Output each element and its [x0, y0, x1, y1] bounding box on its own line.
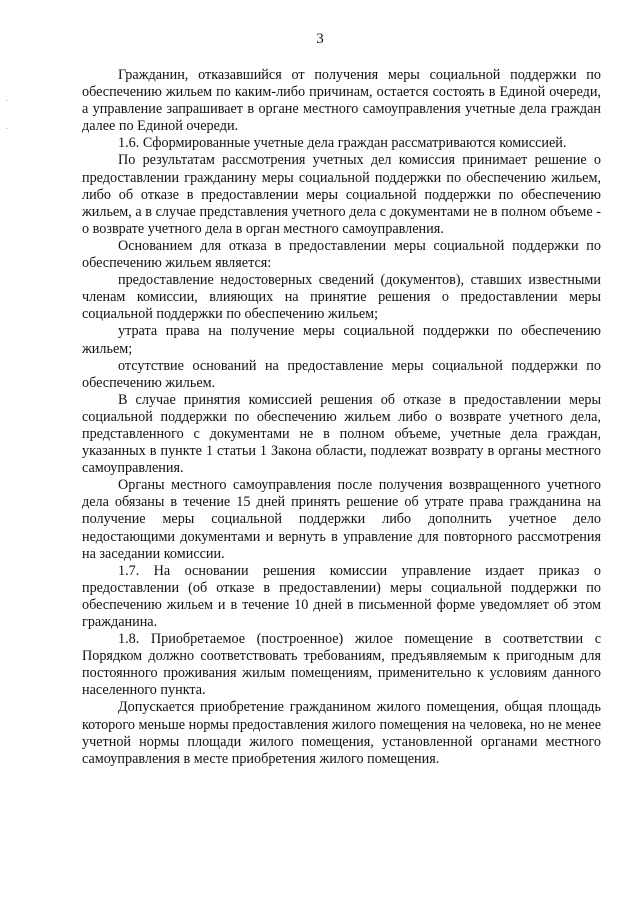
document-body [82, 67, 601, 768]
paragraph-ground-loss-of-right: утрата права на получение меры социальной поддержки по обеспечению жильем; [82, 323, 601, 357]
paragraph-1-7: 1.7. На основании решения комиссии управление издает приказ о предоставлении (об отказе в предоставлении) меры социальной поддержки по обеспечению жильем и в течение 10 дней в письменной форме уведомляет об этом гражданина. [82, 562, 601, 630]
margin-mark [6, 100, 8, 101]
paragraph-ground-false-information: предоставление недостоверных сведений (документов), ставших известными членам комиссии, влияющих на принятие решения о предоставлении меры социальной поддержки по обеспечению жильем; [82, 272, 601, 323]
margin-mark [6, 128, 8, 129]
paragraph-refusal-remains-in-queue: Гражданин, отказавшийся от получения меры социальной поддержки по обеспечению жильем по каким-либо причинам, остается состоять в Единой очереди, а управление запрашивает в органе местного самоуправления учетные дела граждан далее по Единой очереди. [82, 67, 601, 135]
paragraph-local-authority-duties: Органы местного самоуправления после получения возвращенного учетного дела обязаны в течение 15 дней принять решение об утрате права гражданина на получение меры социальной поддержки либо дополнить учетное дело недостающими документами и вернуть в управление для повторного рассмотрения на заседании комиссии. [82, 477, 601, 562]
paragraph-smaller-area-allowed: Допускается приобретение гражданином жилого помещения, общая площадь которого меньше нормы предоставления жилого помещения на человека, но не менее учетной нормы площади жилого помещения, установленной органами местного самоуправления в месте приобретения жилого помещения. [82, 699, 601, 767]
paragraph-1-8: 1.8. Приобретаемое (построенное) жилое помещение в соответствии с Порядком должно соответствовать требованиям, предъявляемым к пригодным для постоянного проживания жилым помещениям, применительно к условиям данного населенного пункта. [82, 631, 601, 699]
paragraph-ground-no-basis: отсутствие оснований на предоставление меры социальной поддержки по обеспечению жильем. [82, 357, 601, 391]
paragraph-refusal-grounds-intro: Основанием для отказа в предоставлении меры социальной поддержки по обеспечению жильем является: [82, 237, 601, 272]
page-number: 3 [316, 31, 324, 47]
paragraph-return-of-files: В случае принятия комиссией решения об отказе в предоставлении меры социальной поддержки по обеспечению жильем либо о возврате учетного дела, представленного с документами не в полном объеме, учетные дела граждан, указанных в пункте 1 статьи 1 Закона области, подлежат возврату в органы местного самоуправления. [82, 391, 601, 477]
paragraph-1-6: 1.6. Сформированные учетные дела граждан рассматриваются комиссией. [118, 135, 567, 152]
paragraph-commission-decision: По результатам рассмотрения учетных дел комиссия принимает решение о предоставлении гражданину меры социальной поддержки по обеспечению жильем, либо об отказе в предоставлении меры социальной поддержки по обеспечению жильем, а в случае представления учетного дела с документами не в полном объеме - о возврате учетного дела в орган местного самоуправления. [82, 152, 601, 237]
